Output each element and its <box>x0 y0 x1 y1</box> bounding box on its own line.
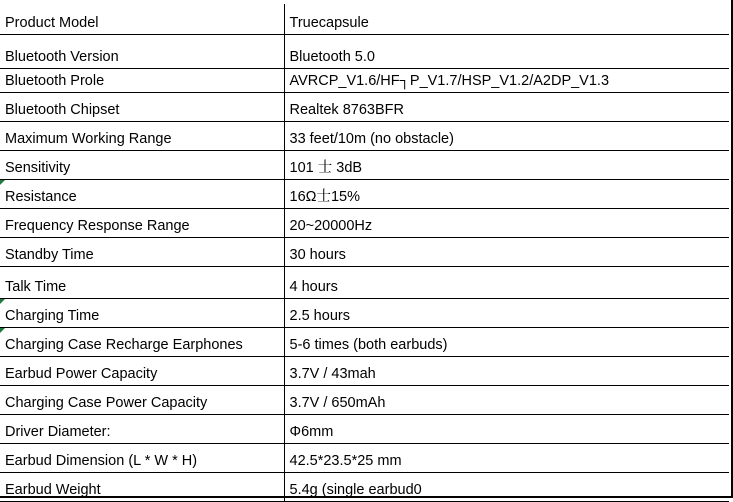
spec-label-cell[interactable]: Sensitivity <box>0 150 284 179</box>
spec-table <box>0 4 729 502</box>
spec-value-cell[interactable]: 42.5*23.5*25 mm <box>284 443 729 472</box>
table-row <box>0 179 729 208</box>
table-row <box>0 92 729 121</box>
cell-marker-icon <box>0 299 5 304</box>
table-row <box>0 4 729 34</box>
cell-marker-icon <box>0 328 5 333</box>
spec-value-cell[interactable]: 30 hours <box>284 237 729 266</box>
cell-marker-icon <box>0 180 5 185</box>
spec-value-cell[interactable]: AVRCP_V1.6/HF┐P_V1.7/HSP_V1.2/A2DP_V1.3 <box>284 68 729 92</box>
spec-label-cell[interactable]: Standby Time <box>0 237 284 266</box>
table-row <box>0 327 729 356</box>
spec-value-cell[interactable]: Truecapsule <box>284 4 729 34</box>
spec-label-cell[interactable]: Bluetooth Prole <box>0 68 284 92</box>
spec-label-cell[interactable]: Bluetooth Version <box>0 34 284 68</box>
spec-label-cell[interactable]: Charging Case Power Capacity <box>0 385 284 414</box>
table-row <box>0 356 729 385</box>
spec-label-cell[interactable]: Earbud Dimension (L * W * H) <box>0 443 284 472</box>
spec-value-cell[interactable]: 3.7V / 650mAh <box>284 385 729 414</box>
table-row <box>0 472 729 501</box>
table-row <box>0 208 729 237</box>
table-row <box>0 121 729 150</box>
spec-value-cell[interactable]: 3.7V / 43mah <box>284 356 729 385</box>
spec-label-cell[interactable]: Driver Diameter: <box>0 414 284 443</box>
spec-value-cell[interactable]: 16Ω士15% <box>284 179 729 208</box>
table-row <box>0 68 729 92</box>
spec-value-cell[interactable]: 2.5 hours <box>284 298 729 327</box>
table-row <box>0 34 729 68</box>
table-row <box>0 443 729 472</box>
table-row <box>0 150 729 179</box>
table-row <box>0 298 729 327</box>
spec-value-cell[interactable]: Φ6mm <box>284 414 729 443</box>
table-row <box>0 385 729 414</box>
spec-value-cell[interactable]: 20~20000Hz <box>284 208 729 237</box>
spec-label-cell[interactable]: Earbud Power Capacity <box>0 356 284 385</box>
spec-label-cell[interactable]: Charging Time <box>0 298 284 327</box>
table-row <box>0 237 729 266</box>
spec-label-cell[interactable]: Charging Case Recharge Earphones <box>0 327 284 356</box>
spec-value-cell[interactable]: Bluetooth 5.0 <box>284 34 729 68</box>
spec-value-cell[interactable]: 101 士 3dB <box>284 150 729 179</box>
table-row <box>0 414 729 443</box>
spec-label-cell[interactable]: Bluetooth Chipset <box>0 92 284 121</box>
spec-value-cell[interactable]: Realtek 8763BFR <box>284 92 729 121</box>
spec-table-body <box>0 4 729 501</box>
spec-value-cell[interactable]: 5-6 times (both earbuds) <box>284 327 729 356</box>
spec-value-cell[interactable]: 4 hours <box>284 266 729 298</box>
table-row <box>0 266 729 298</box>
spec-value-cell[interactable]: 5.4g (single earbud0 <box>284 472 729 501</box>
spec-value-cell[interactable]: 33 feet/10m (no obstacle) <box>284 121 729 150</box>
spec-label-cell[interactable]: Frequency Response Range <box>0 208 284 237</box>
spec-label-cell[interactable]: Earbud Weight <box>0 472 284 501</box>
spec-label-cell[interactable]: Product Model <box>0 4 284 34</box>
spec-label-cell[interactable]: Talk Time <box>0 266 284 298</box>
spec-label-cell[interactable]: Maximum Working Range <box>0 121 284 150</box>
spec-label-cell[interactable]: Resistance <box>0 179 284 208</box>
